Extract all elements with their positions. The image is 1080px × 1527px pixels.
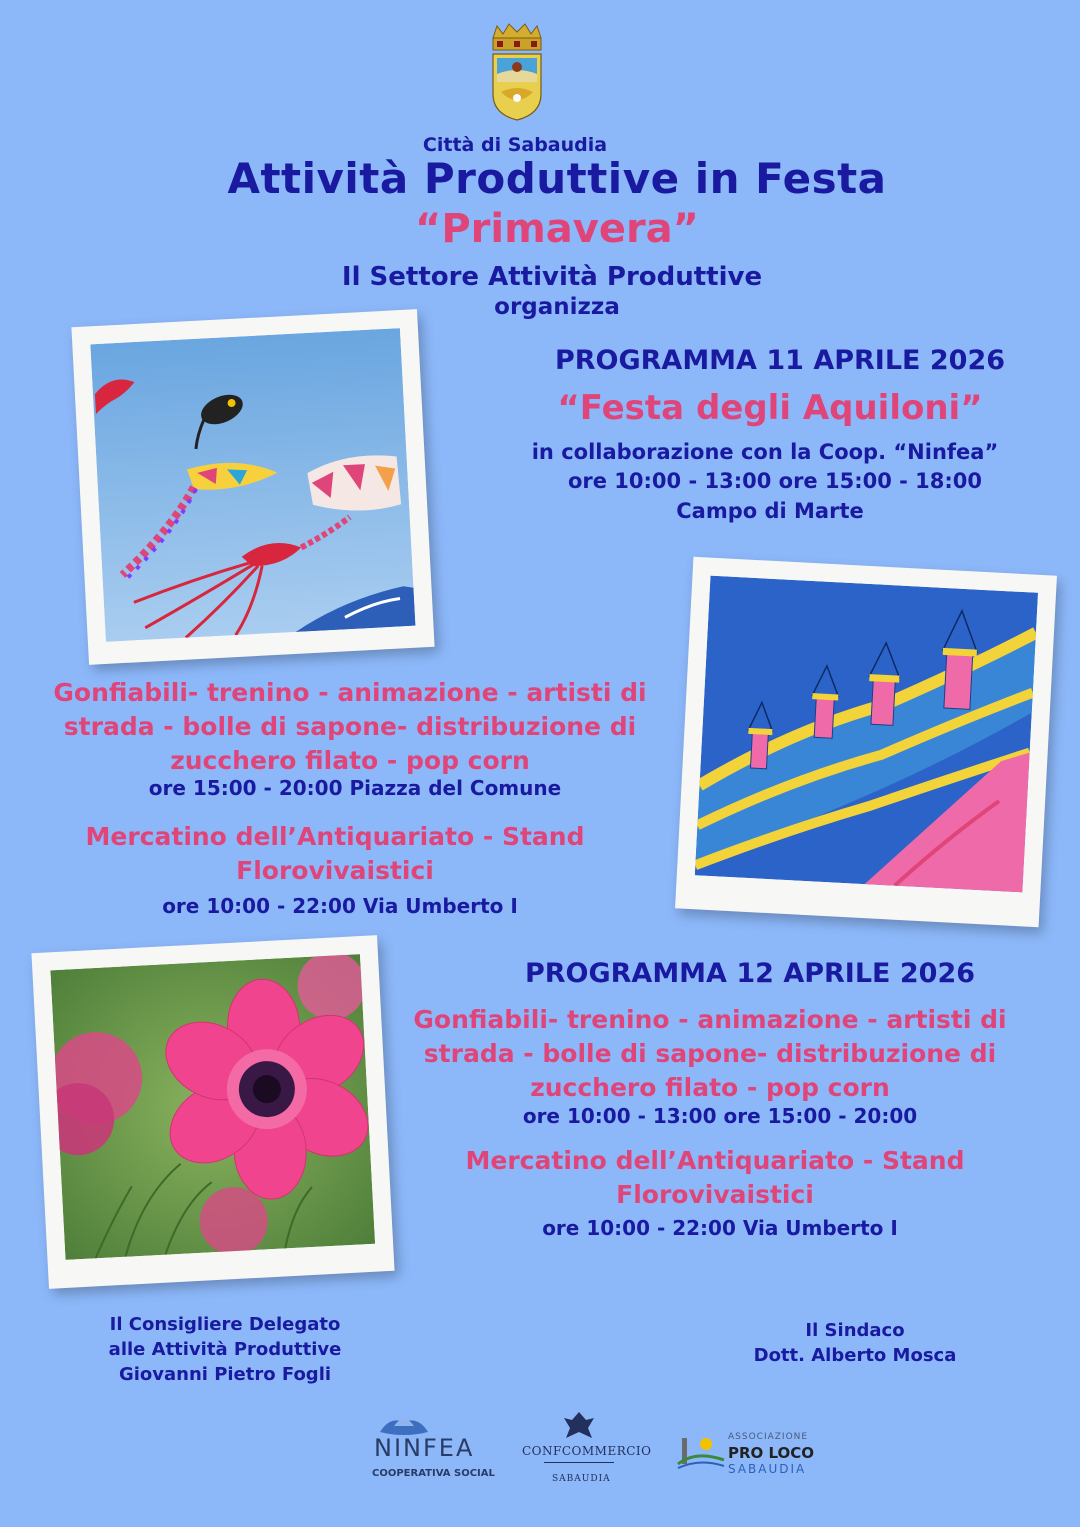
city-crest-icon [487, 22, 547, 122]
signature-councillor-line-3: Giovanni Pietro Fogli [118, 1364, 332, 1385]
confcommercio-logo [520, 1410, 652, 1490]
city-name: Città di Sabaudia [422, 134, 608, 156]
program-1-market-time: ore 10:00 - 22:00 Via Umberto I [162, 894, 518, 918]
page-title: Attività Produttive in Festa [227, 154, 887, 203]
program-1-activities-line-2: strada - bolle di sapone- distribuzione di [63, 712, 637, 741]
program-1-hours: ore 10:00 - 13:00 ore 15:00 - 18:00 [567, 469, 983, 493]
confcommercio-subtitle: SABAUDIA [552, 1474, 611, 1484]
program-1-market [10, 820, 660, 888]
ninfea-name: NINFEA [374, 1434, 475, 1462]
proloco-logo [676, 1432, 816, 1484]
signature-mayor [700, 1318, 1010, 1368]
program-2-activities [370, 1003, 1050, 1105]
program-1-activities-time: ore 15:00 - 20:00 Piazza del Comune [148, 776, 562, 800]
program-2-market-time: ore 10:00 - 22:00 Via Umberto I [542, 1216, 898, 1240]
kites-photo [71, 309, 434, 665]
program-2-activities-line-1: Gonfiabili- trenino - animazione - artisti di [413, 1005, 1007, 1034]
program-1-market-line-1: Mercatino dell’Antiquariato - Stand [85, 822, 585, 851]
organizer-line-2: organizza [494, 294, 620, 320]
proloco-name: PRO LOCO [728, 1444, 815, 1462]
program-2-heading: PROGRAMMA 12 APRILE 2026 [524, 958, 976, 989]
program-1-heading: PROGRAMMA 11 APRILE 2026 [554, 345, 1006, 376]
page-subtitle: “Primavera” [415, 206, 699, 252]
confcommercio-logo-icon [562, 1410, 596, 1440]
program-2-market [390, 1144, 1040, 1212]
signature-councillor-line-2: alle Attività Produttive [108, 1339, 342, 1360]
proloco-top-text: ASSOCIAZIONE [728, 1432, 809, 1442]
program-1-market-line-2: Florovivaistici [236, 856, 434, 885]
program-2-market-line-2: Florovivaistici [616, 1180, 814, 1209]
program-2-market-line-1: Mercatino dell’Antiquariato - Stand [465, 1146, 965, 1175]
confcommercio-name: CONFCOMMERCIO [522, 1444, 652, 1458]
confcommercio-divider [544, 1462, 614, 1463]
proloco-subtitle: SABAUDIA [728, 1462, 807, 1476]
program-2-activities-line-3: zucchero filato - pop corn [530, 1073, 890, 1102]
signature-councillor-line-1: Il Consigliere Delegato [109, 1314, 341, 1335]
program-2-activities-line-2: strada - bolle di sapone- distribuzione di [423, 1039, 997, 1068]
bouncy-castle-photo [675, 557, 1057, 928]
ninfea-subtitle: COOPERATIVA SOCIAL [372, 1468, 495, 1479]
signature-mayor-line-2: Dott. Alberto Mosca [753, 1345, 957, 1366]
flower-photo [31, 935, 394, 1289]
program-1-collaboration: in collaborazione con la Coop. “Ninfea” [531, 440, 999, 464]
signature-mayor-line-1: Il Sindaco [805, 1320, 905, 1341]
proloco-logo-icon [676, 1432, 726, 1472]
program-1-location: Campo di Marte [676, 499, 864, 523]
program-1-event-title: “Festa degli Aquiloni” [557, 388, 983, 428]
ninfea-logo [368, 1412, 498, 1488]
program-2-activities-time: ore 10:00 - 13:00 ore 15:00 - 20:00 [522, 1104, 918, 1128]
program-1-activities-line-3: zucchero filato - pop corn [170, 746, 530, 775]
organizer-line-1: Il Settore Attività Produttive [341, 262, 763, 292]
program-1-activities-line-1: Gonfiabili- trenino - animazione - artisti di [53, 678, 647, 707]
program-1-activities [20, 676, 680, 778]
signature-councillor [60, 1312, 390, 1387]
